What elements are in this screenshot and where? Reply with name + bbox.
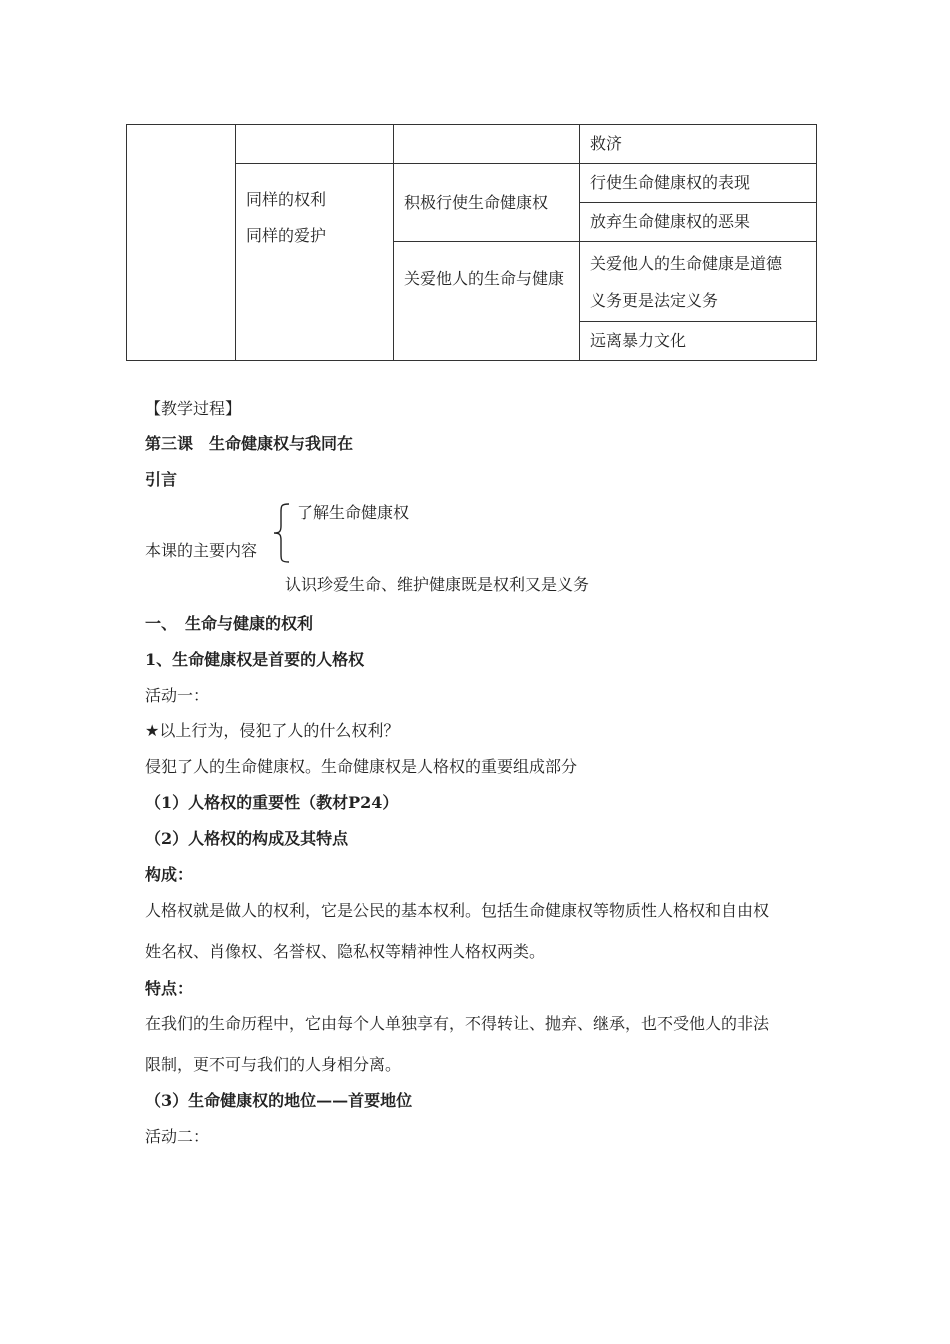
table-cell: 积极行使生命健康权 [394,164,580,242]
intro-heading: 引言 [145,470,178,489]
table-cell-line: 同样的爱护 [246,226,327,245]
activity-label: 活动二： [145,1127,210,1146]
feature-text: 在我们的生命历程中，它由每个人单独享有，不得转让、抛弃、继承，也不受他人的非法 [145,1014,770,1033]
composition-text: 姓名权、肖像权、名誉权、隐私权等精神性人格权两类。 [145,942,546,961]
table-cell: 行使生命健康权的表现 [580,164,817,203]
table-cell-empty [127,125,236,361]
activity-label: 活动一： [145,686,210,705]
table-cell [580,242,817,322]
curly-brace-icon [271,502,293,564]
question [145,718,399,741]
subsection-heading: 1、生命健康权是首要的人格权 [145,650,365,669]
question-text: 以上行为，侵犯了人的什么权利？ [159,721,400,740]
lesson-title: 第三课 生命健康权与我同在 [145,434,354,453]
point-heading: （2）人格权的构成及其特点 [145,829,349,848]
main-content-item: 认识珍爱生命、维护健康既是权利又是义务 [285,575,590,594]
feature-label: 特点： [145,979,194,998]
main-content-brace [145,500,745,600]
teaching-process-heading: 【教学过程】 [145,399,242,418]
table-row [127,125,817,164]
star-icon: ★ [145,721,160,740]
table-cell-line: 关爱他人的生命健康是道德 [590,253,783,273]
point-heading: （1）人格权的重要性（教材P24） [145,793,399,812]
table-cell: 放弃生命健康权的恶果 [580,203,817,242]
main-content-label: 本课的主要内容 [145,541,258,560]
composition-text: 人格权就是做人的权利，它是公民的基本权利。包括生命健康权等物质性人格权和自由权 [145,901,770,920]
table-cell-empty [236,125,394,164]
table-cell-line: 义务更是法定义务 [590,290,719,310]
feature-text: 限制，更不可与我们的人身相分离。 [145,1055,402,1074]
composition-label: 构成： [145,865,194,884]
table-cell-empty [394,125,580,164]
section-heading: 一、 生命与健康的权利 [145,614,314,633]
point-heading: （3）生命健康权的地位——首要地位 [145,1091,413,1110]
table-cell: 远离暴力文化 [580,322,817,361]
table-cell: 救济 [580,125,817,164]
outline-table [126,124,817,361]
main-content-item: 了解生命健康权 [297,503,410,522]
answer-text: 侵犯了人的生命健康权。生命健康权是人格权的重要组成部分 [145,757,578,776]
table-cell-line: 同样的权利 [246,190,327,209]
table-cell [236,164,394,361]
table-cell: 关爱他人的生命与健康 [394,242,580,361]
